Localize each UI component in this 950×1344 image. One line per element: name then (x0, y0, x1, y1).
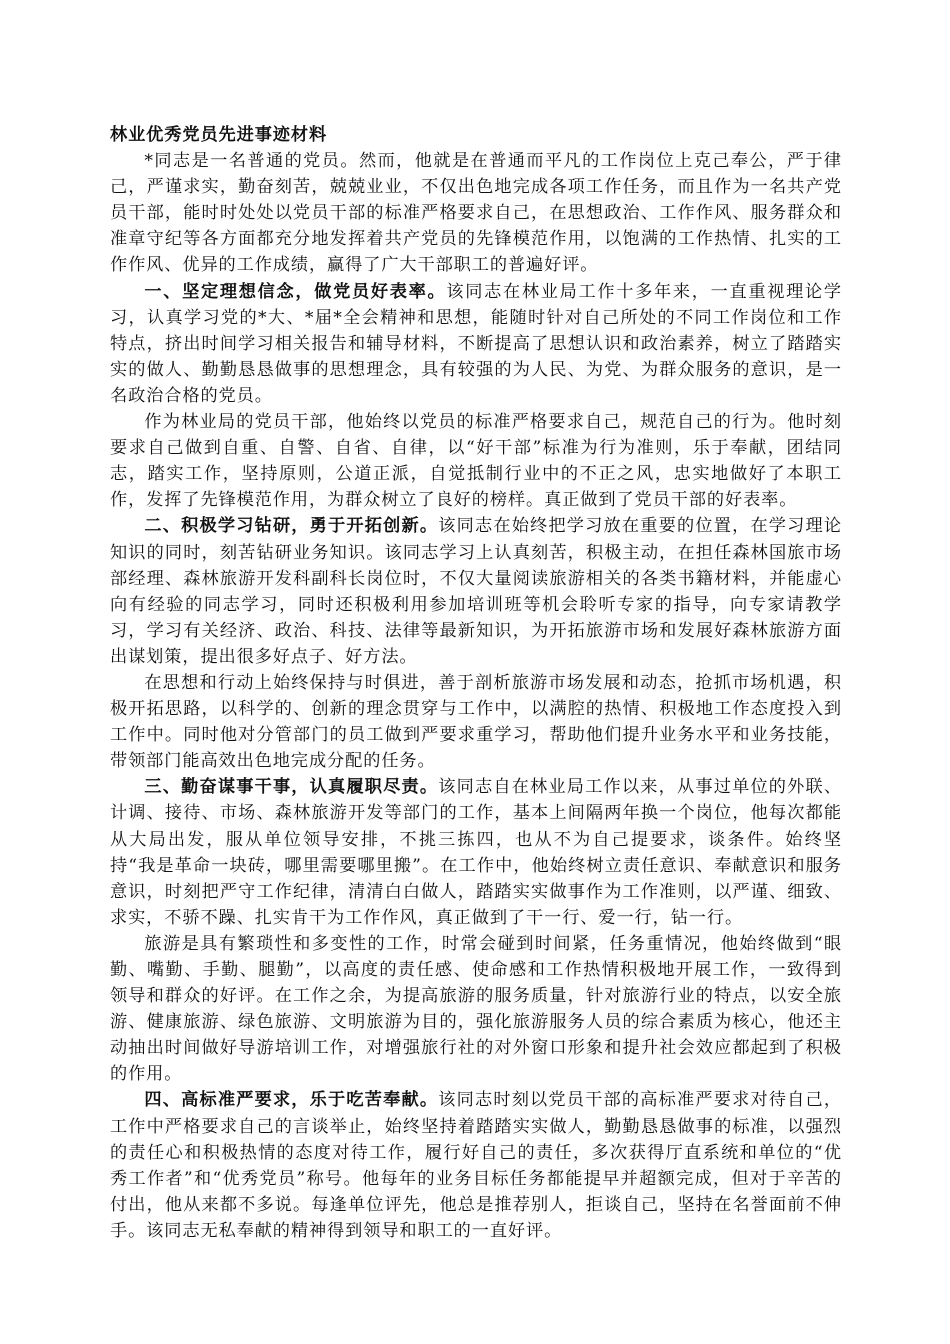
paragraph-text: 作为林业局的党员干部，他始终以党员的标准严格要求自己，规范自己的行为。他时刻要求自己做到自重、自警、自省、自律，以“好干部”标准为行为准则，乐于奉献，团结同志，踏实工作，坚持原则，公道正派，自觉抵制行业中的不正之风，忠实地做好了本职工作，发挥了先锋模范作用，为群众树立了良好的榜样。真正做到了党员干部的好表率。 (110, 412, 842, 511)
paragraph-section-3 (110, 774, 842, 931)
paragraph-text: 该同志在始终把学习放在重要的位置，在学习理论知识的同时，刻苦钻研业务知识。该同志学习上认真刻苦，积极主动，在担任森林国旅市场部经理、森林旅游开发科副科长岗位时，不仅大量阅读旅游相关的各类书籍材料，并能虚心向有经验的同志学习，同时还积极利用参加培训班等机会聆听专家的指导，向专家请教学习，学习有关经济、政治、科技、法律等最新知识，为开拓旅游市场和发展好森林旅游方面出谋划策，提出很多好点子、好方法。 (110, 516, 842, 667)
document-body (110, 122, 842, 1244)
paragraph-text: 该同志在林业局工作十多年来，一直重视理论学习，认真学习党的*大、*届*全会精神和思想，能随时针对自己所处的不同工作岗位和工作特点，挤出时间学习相关报告和辅导材料，不断提高了思想认识和政治素养，树立了踏踏实实的做人、勤勤恳恳做事的思想理念，具有较强的为人民、为党、为群众服务的意识，是一名政治合格的党员。 (110, 281, 843, 406)
paragraph-text: *同志是一名普通的党员。然而，他就是在普通而平凡的工作岗位上克己奉公，严于律己，严谨求实，勤奋刻苦，兢兢业业，不仅出色地完成各项工作任务，而且作为一名共产党员干部，能时时处处以党员干部的标准严格要求自己，在思想政治、工作作风、服务群众和准章守纪等各方面都充分地发挥着共产党员的先锋模范作用，以饱满的工作热情、扎实的工作作风、优异的工作成绩，赢得了广大干部职工的普遍好评。 (110, 151, 842, 276)
section-heading: 三、勤奋谋事干事，认真履职尽责。 (144, 777, 439, 798)
paragraph-text: 该同志自在林业局工作以来，从事过单位的外联、计调、接待、市场、森林旅游开发等部门的工作，基本上间隔两年换一个岗位，他每次都能从大局出发，服从单位领导安排，不挑三拣四，也从不为自己提要求，谈条件。始终坚持“我是革命一块砖，哪里需要哪里搬”。在工作中，他始终树立责任意识、奉献意识和服务意识，时刻把严守工作纪律，清清白白做人，踏踏实实做事作为工作准则，以严谨、细致、求实，不骄不躁、扎实肯干为工作作风，真正做到了干一行、爱一行，钻一行。 (110, 777, 842, 928)
paragraph-section-2-continued (110, 670, 842, 774)
paragraph-text: 该同志时刻以党员干部的高标准严要求对待自己，工作中严格要求自己的言谈举止，始终坚持着踏踏实实做人，勤勤恳恳做事的标准，以强烈的责任心和积极热情的态度对待工作，履行好自己的责任，多次获得厅直系统和单位的“优秀工作者”和“优秀党员”称号。他每年的业务目标任务都能提早并超额完成，但对于辛苦的付出，他从来都不多说。每逢单位评先，他总是推荐别人，拒谈自己，坚持在名誉面前不伸手。该同志无私奉献的精神得到领导和职工的一直好评。 (110, 1090, 842, 1241)
paragraph-section-1 (110, 279, 842, 409)
section-heading: 一、坚定理想信念，做党员好表率。 (144, 281, 447, 302)
paragraph-section-4 (110, 1087, 842, 1244)
paragraph-section-2 (110, 513, 842, 670)
paragraph-section-1-continued (110, 409, 842, 513)
document-title: 林业优秀党员先进事迹材料 (110, 125, 328, 145)
paragraph-text: 在思想和行动上始终保持与时俱进，善于剖析旅游市场发展和动态，抢抓市场机遇，积极开拓思路，以科学的、创新的理念贯穿与工作中，以满腔的热情、积极地工作态度投入到工作中。同时他对分管部门的员工做到严要求重学习，帮助他们提升业务水平和业务技能，带领部门能高效出色地完成分配的任务。 (110, 672, 842, 772)
paragraph-text: 旅游是具有繁琐性和多变性的工作，时常会碰到时间紧，任务重情况，他始终做到“眼勤、嘴勤、手勤、腿勤”，以高度的责任感、使命感和工作热情积极地开展工作，一致得到领导和群众的好评。在工作之余，为提高旅游的服务质量，针对旅游行业的特点，以安全旅游、健康旅游、绿色旅游、文明旅游为目的，强化旅游服务人员的综合素质为核心，他还主动抽出时间做好导游培训工作，对增强旅行社的对外窗口形象和提升社会效应都起到了积极的作用。 (110, 933, 842, 1085)
paragraph-intro (110, 148, 842, 278)
section-heading: 二、积极学习钻研，勇于开拓创新。 (144, 516, 439, 537)
section-heading: 四、高标准严要求，乐于吃苦奉献。 (144, 1090, 439, 1111)
paragraph-section-3-continued (110, 931, 842, 1088)
